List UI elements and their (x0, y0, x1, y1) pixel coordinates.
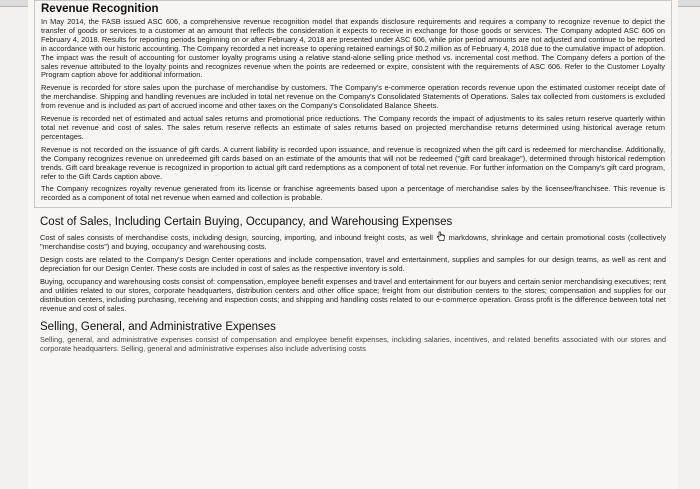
paragraph (40, 231, 666, 252)
document-page (28, 0, 678, 489)
section-title: Selling, General, and Administrative Expenses (40, 321, 276, 334)
section-title: Cost of Sales, Including Certain Buying, Occupancy, and Warehousing Expenses (40, 216, 453, 229)
paragraph: Design costs are related to the Company's Design Center operations and include compensation, travel and entertainment, supplies and samples for our design teams, as well as rent and depreciation for our Design Center. These costs are included in cost of sales as the respective inventory is sold. (40, 255, 666, 273)
paragraph: Revenue is recorded net of estimated and actual sales returns and promotional price reductions. The Company records the impact of adjustments to its sales return reserve quarterly within total net revenue and cost of sales. The sales return reserve reflects an estimate of sales returns based on projected merchandise returns determined using historical average return percentages. (41, 114, 665, 141)
paragraph-text: markdowns, shrinkage and certain promotional costs (collectively "merchandise costs") and buying, occupancy and warehousing costs. (40, 233, 667, 252)
cost-of-sales-section (34, 216, 672, 313)
revenue-recognition-section (34, 0, 672, 208)
section-title: Revenue Recognition (41, 3, 159, 15)
paragraph-text: Cost of sales consists of merchandise costs, including design, sourcing, importing, and inbound freight costs, as well (40, 233, 433, 243)
hand-cursor-icon (436, 231, 446, 242)
paragraph: Buying, occupancy and warehousing costs consist of: compensation, employee benefit expenses and travel and entertainment for our buyers and certain senior merchandising executives; rent and utilities related to our stores, corporate headquarters, distribution centers and other office space; freight from our distribution centers to the stores; compensation and supplies for our distribution centers, including purchasing, receiving and inspection costs; and shipping and handling costs related to our e-commerce operation. Gross profit is the difference between total net revenue and cost of sales. (40, 276, 666, 313)
paragraph: Revenue is not recorded on the issuance of gift cards. A current liability is recorded upon issuance, and revenue is recognized when the gift card is redeemed for merchandise. Additionally, the Company recognizes revenue on unredeemed gift cards based on an estimate of the amounts that will not be redeemed ("gift card breakage"), determined through historical redemption trends. Gift card breakage revenue is recognized in proportion to actual gift card redemptions as a component of total net revenue. For further information on the Company's gift card program, refer to the Gift Cards caption above. (41, 144, 665, 181)
paragraph: Revenue is recorded for store sales upon the purchase of merchandise by customers. The Company's e-commerce operation records revenue upon the estimated customer receipt date of the merchandise. Shipping and handling revenues are included in total net revenue on the Company's Consolidated Statements of Operations. Sales tax collected from customers is excluded from revenue and is included as part of accrued income and other taxes on the Company's Consolidated Balance Sheets. (41, 83, 665, 111)
paragraph: In May 2014, the FASB issued ASC 606, a comprehensive revenue recognition model that expands disclosure requirements and requires a company to recognize revenue to depict the transfer of goods or services to a customer at an amount that reflects the consideration it expects to receive in exchange for those goods or services. The Company adopted ASC 606 on February 4, 2018. Results for reporting periods beginning on or after February 4, 2018 are presented under ASC 606, while prior period amounts are not adjusted and continue to be reported in accordance with our historic accounting. The Company recorded a net increase to opening retained earnings of $0.2 million as of February 4, 2018 due to the cumulative impact of adoption. The impact was the result of accounting for customer loyalty programs using a relative stand-alone selling price method vs. incremental cost method. The Company defers a portion of the sales revenue attributed to the loyalty points and recognizes revenue when the points are redeemed or expire, consistent with the requirements of ASC 606. Refer to the Customer Loyalty Program caption above for additional information. (41, 17, 665, 80)
paragraph: The Company recognizes royalty revenue generated from its license or franchise agreements based upon a percentage of merchandise sales by the licensee/franchisee. This revenue is recorded as a component of total net revenue when earned and collection is probable. (41, 184, 665, 203)
paragraph: Selling, general, and administrative expenses consist of compensation and employee benefit expenses, including salaries, incentives, and related benefits associated with our stores and corporate headquarters. Selling, general and administrative expenses also include advertising costs (40, 335, 666, 354)
sga-expenses-section (34, 321, 672, 354)
